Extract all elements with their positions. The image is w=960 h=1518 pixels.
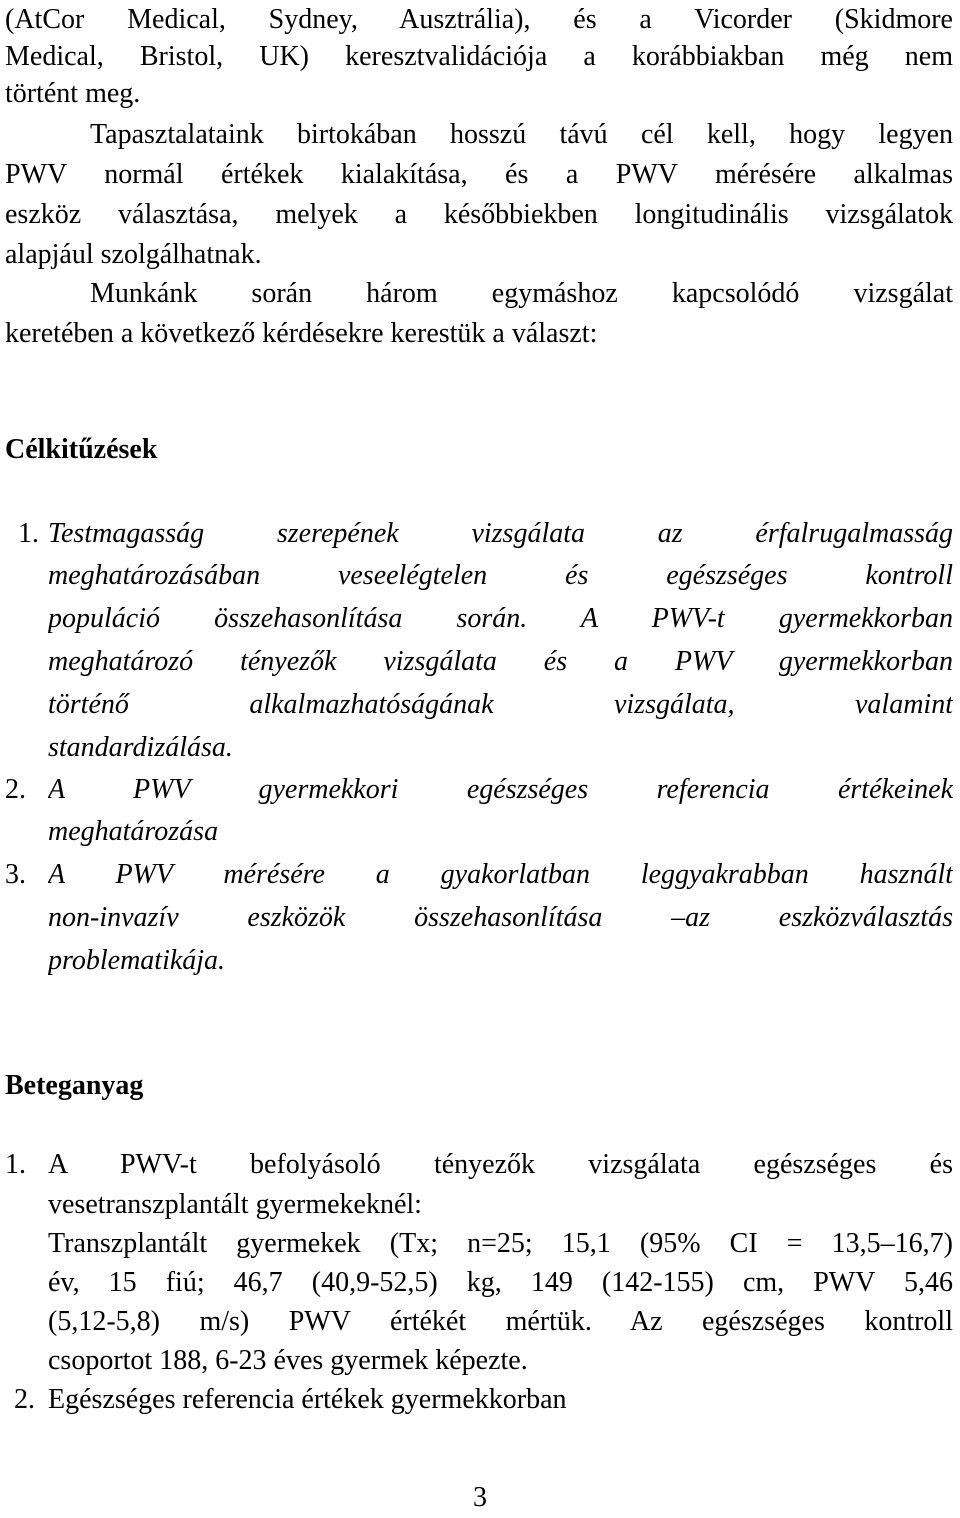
- list-item-line: problematikája.: [48, 945, 226, 976]
- intro-line: eszköz választása, melyek a későbbiekben longitudinális vizsgálatok: [5, 199, 953, 230]
- page-number: 3: [473, 1482, 487, 1513]
- list-number: 2.: [5, 774, 26, 805]
- intro-line: Tapasztalataink birtokában hosszú távú cél kell, hogy legyen: [90, 119, 953, 150]
- list-item-line: csoportot 188, 6-23 éves gyermek képezte.: [48, 1345, 528, 1376]
- list-item-line: vesetranszplantált gyermekeknél:: [48, 1189, 422, 1220]
- list-item-line: Testmagasság szerepének vizsgálata az érfalrugalmasság: [48, 518, 953, 549]
- list-item-line: A PWV mérésére a gyakorlatban leggyakrabban használt: [48, 859, 953, 890]
- intro-line: Munkánk során három egymáshoz kapcsolódó vizsgálat: [90, 278, 953, 309]
- list-number: 2.: [14, 1384, 35, 1415]
- list-item-line: Egészséges referencia értékek gyermekkorban: [48, 1384, 567, 1415]
- list-item-line: populáció összehasonlítása során. A PWV-t gyermekkorban: [48, 603, 953, 634]
- list-item-line: meghatározó tényezők vizsgálata és a PWV gyermekkorban: [48, 646, 953, 677]
- section-heading-celkituzesek: Célkitűzések: [5, 434, 158, 465]
- list-number: 3.: [5, 859, 26, 890]
- list-item-line: non-invazív eszközök összehasonlítása –az eszközválasztás: [48, 902, 953, 933]
- intro-line: történt meg.: [5, 78, 141, 109]
- list-item-line: történő alkalmazhatóságának vizsgálata, valamint: [48, 689, 953, 720]
- list-item-line: év, 15 fiú; 46,7 (40,9-52,5) kg, 149 (142-155) cm, PWV 5,46: [48, 1267, 953, 1298]
- intro-line: PWV normál értékek kialakítása, és a PWV mérésére alkalmas: [5, 159, 953, 190]
- section-heading-beteganyag: Beteganyag: [5, 1070, 144, 1101]
- list-item-line: meghatározásában veseelégtelen és egészséges kontroll: [48, 560, 953, 591]
- intro-line: alapjául szolgálhatnak.: [5, 239, 262, 270]
- list-item-line: standardizálása.: [48, 732, 233, 763]
- list-number: 1.: [18, 518, 39, 549]
- intro-line: Medical, Bristol, UK) keresztvalidációja a korábbiakban még nem: [5, 41, 953, 72]
- list-item-line: meghatározása: [48, 816, 219, 847]
- list-number: 1.: [5, 1149, 26, 1180]
- intro-line: keretében a következő kérdésekre kerestük a választ:: [5, 318, 598, 349]
- list-item-line: Transzplantált gyermekek (Tx; n=25; 15,1 (95% CI = 13,5–16,7): [48, 1228, 953, 1259]
- intro-line: (AtCor Medical, Sydney, Ausztrália), és a Vicorder (Skidmore: [5, 4, 953, 35]
- list-item-line: A PWV-t befolyásoló tényezők vizsgálata egészséges és: [48, 1149, 953, 1180]
- list-item-line: (5,12-5,8) m/s) PWV értékét mértük. Az egészséges kontroll: [48, 1306, 953, 1337]
- list-item-line: A PWV gyermekkori egészséges referencia értékeinek: [48, 774, 953, 805]
